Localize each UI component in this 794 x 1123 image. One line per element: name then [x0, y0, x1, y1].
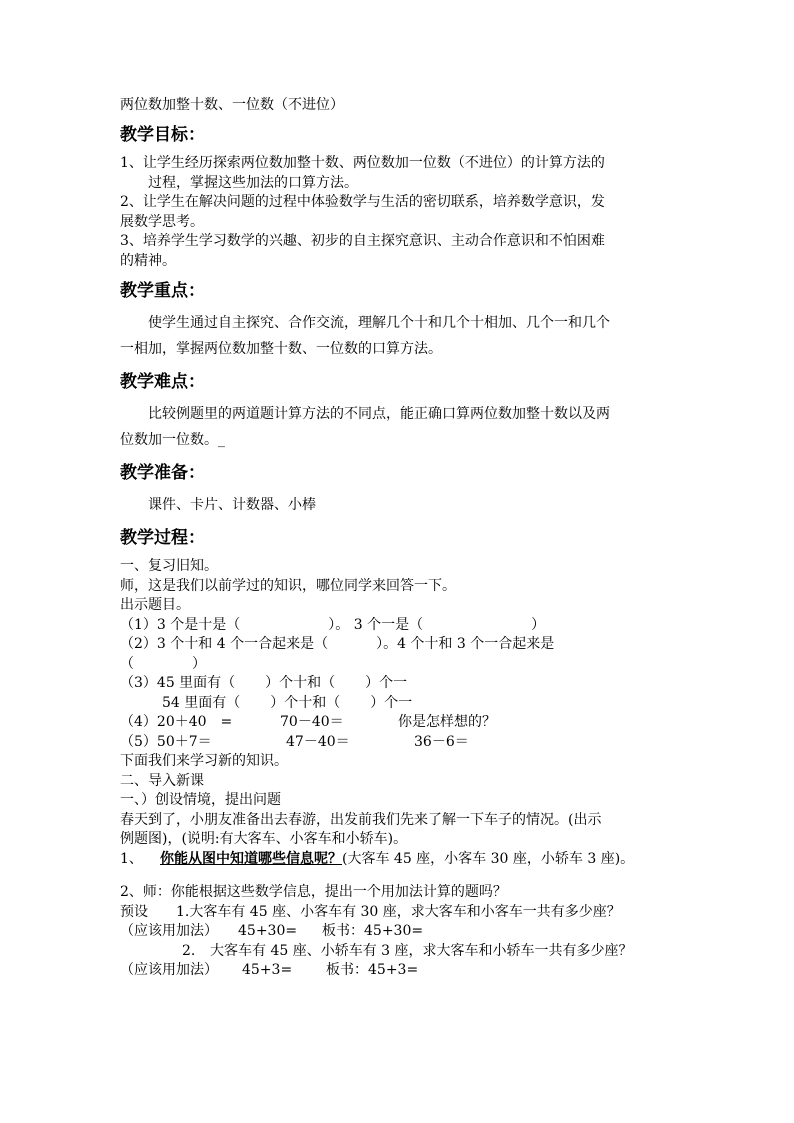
- question-3-part-4: 54 里面有（: [162, 694, 241, 711]
- question-2-part-4: ）: [192, 655, 206, 672]
- transition-text: 下面我们来学习新的知识。: [120, 753, 288, 769]
- key-points-line-2: 一相加，掌握两位数加整十数、一位数的口算方法。: [120, 341, 442, 357]
- difficulty-heading: 教学难点：: [120, 372, 205, 392]
- objective-2-line-2: 展数学思考。: [120, 213, 204, 230]
- question-3-part-2: ）个十和（: [265, 675, 336, 691]
- teacher-prompt: 师，这是我们以前学过的知识，哪位同学来回答一下。: [120, 577, 456, 594]
- preset-1-text: 1.大客车有 45 座、小客车有 30 座，求大客车和小客车一共有多少座？: [176, 903, 621, 920]
- question-5-part-2: 47－40＝: [286, 733, 350, 750]
- question-1: [120, 616, 680, 636]
- question-4-part-3: 你是怎样想的？: [398, 714, 496, 730]
- difficulty-line-2: 位数加一位数。_: [120, 432, 225, 448]
- key-points-heading: 教学重点：: [120, 281, 205, 301]
- scenario-line-2: 例题图)，(说明:有大客车、小客车和小轿车)。: [120, 831, 408, 847]
- key-points-line-1: 使学生通过自主探究、合作交流，理解几个十和几个十相加、几个一和几个: [148, 315, 610, 331]
- question-3-part-3: ）个一: [365, 675, 408, 691]
- preset-1-equation: 45+30=: [238, 923, 298, 939]
- preset-1-method: （应该用加法）: [120, 923, 218, 939]
- preset-2-equation: 45+3=: [242, 962, 293, 978]
- question-2: [120, 635, 680, 655]
- addition-question: 2、师：你能根据这些数学信息，提出一个用加法计算的题吗？: [120, 884, 507, 900]
- preset-2: [120, 942, 680, 962]
- scenario-line-1: 春天到了，小朋友准备出去春游，出发前我们先来了解一下车子的情况。(出示: [120, 811, 602, 828]
- question-1-part-3: ）: [531, 616, 546, 633]
- question-1-part-1: （1）3 个是十是（: [120, 616, 241, 633]
- info-question: [120, 850, 680, 870]
- question-2-part-3: （: [120, 655, 134, 672]
- info-question-answer: (大客车 45 座，小客车 30 座，小轿车 3 座)。: [342, 850, 635, 867]
- process-heading: 教学过程：: [120, 528, 205, 548]
- objectives-heading: 教学目标：: [120, 125, 205, 145]
- preset-label: 预设: [120, 903, 148, 920]
- question-5-part-1: （5）50＋7＝: [120, 733, 212, 750]
- preset-1-board: 板书：45+30=: [322, 923, 424, 939]
- objective-1-line-1: 1、让学生经历探索两位数加整十数、两位数加一位数（不进位）的计算方法的: [120, 155, 605, 171]
- preset-2-board: 板书：45+3=: [326, 962, 419, 978]
- question-4-part-2: 70－40＝: [280, 714, 344, 730]
- question-4: [120, 713, 680, 733]
- question-2-continued: [120, 655, 680, 675]
- question-5: [120, 733, 680, 753]
- question-4-part-1: （4）20＋40 =: [120, 714, 233, 730]
- objective-2-line-1: 2、让学生在解决问题的过程中体验数学与生活的密切联系，培养数学意识，发: [120, 194, 605, 210]
- document-title: 两位数加整十数、一位数（不进位）: [120, 97, 344, 113]
- show-questions: 出示题目。: [120, 597, 190, 613]
- preset-2-number: 2.: [182, 942, 196, 959]
- preparation-heading: 教学准备：: [120, 463, 205, 483]
- question-3-part-5: ）个十和（: [270, 694, 341, 711]
- scenario-heading: 一、）创设情境，提出问题: [120, 792, 281, 808]
- question-3-part-1: （3）45 里面有（: [120, 675, 236, 691]
- preset-1: [120, 903, 680, 923]
- lesson-plan: [120, 96, 680, 981]
- preparation-text: 课件、卡片、计数器、小棒: [148, 497, 316, 513]
- question-3: [120, 674, 680, 694]
- objective-1-line-2: 过程，掌握这些加法的口算方法。: [148, 174, 358, 191]
- info-question-number: 1、: [120, 850, 143, 867]
- new-lesson-heading: 二、导入新课: [120, 772, 204, 789]
- question-2-part-2: ）。4 个十和 3 个一合起来是: [376, 636, 555, 652]
- objective-3-line-2: 的精神。: [120, 252, 176, 269]
- question-3-part-6: ）个一: [370, 694, 413, 711]
- preset-1-answer: [120, 922, 680, 942]
- preset-2-method: （应该用加法）: [120, 962, 218, 978]
- review-heading: 一、复习旧知。: [120, 558, 218, 574]
- preset-2-answer: [120, 961, 680, 981]
- question-5-part-3: 36－6＝: [414, 733, 469, 750]
- question-1-part-2: ）。 3 个一是（: [328, 616, 424, 633]
- info-question-text: 你能从图中知道哪些信息呢？: [160, 850, 342, 867]
- difficulty-line-1: 比较例题里的两道题计算方法的不同点，能正确口算两位数加整十数以及两: [148, 406, 610, 422]
- objective-3-line-1: 3、培养学生学习数学的兴趣、初步的自主探究意识、主动合作意识和不怕困难: [120, 233, 605, 249]
- question-3-second: [120, 694, 680, 714]
- question-2-part-1: （2）3 个十和 4 个一合起来是（: [120, 636, 329, 652]
- preset-2-text: 大客车有 45 座、小轿车有 3 座，求大客车和小轿车一共有多少座？: [210, 942, 633, 959]
